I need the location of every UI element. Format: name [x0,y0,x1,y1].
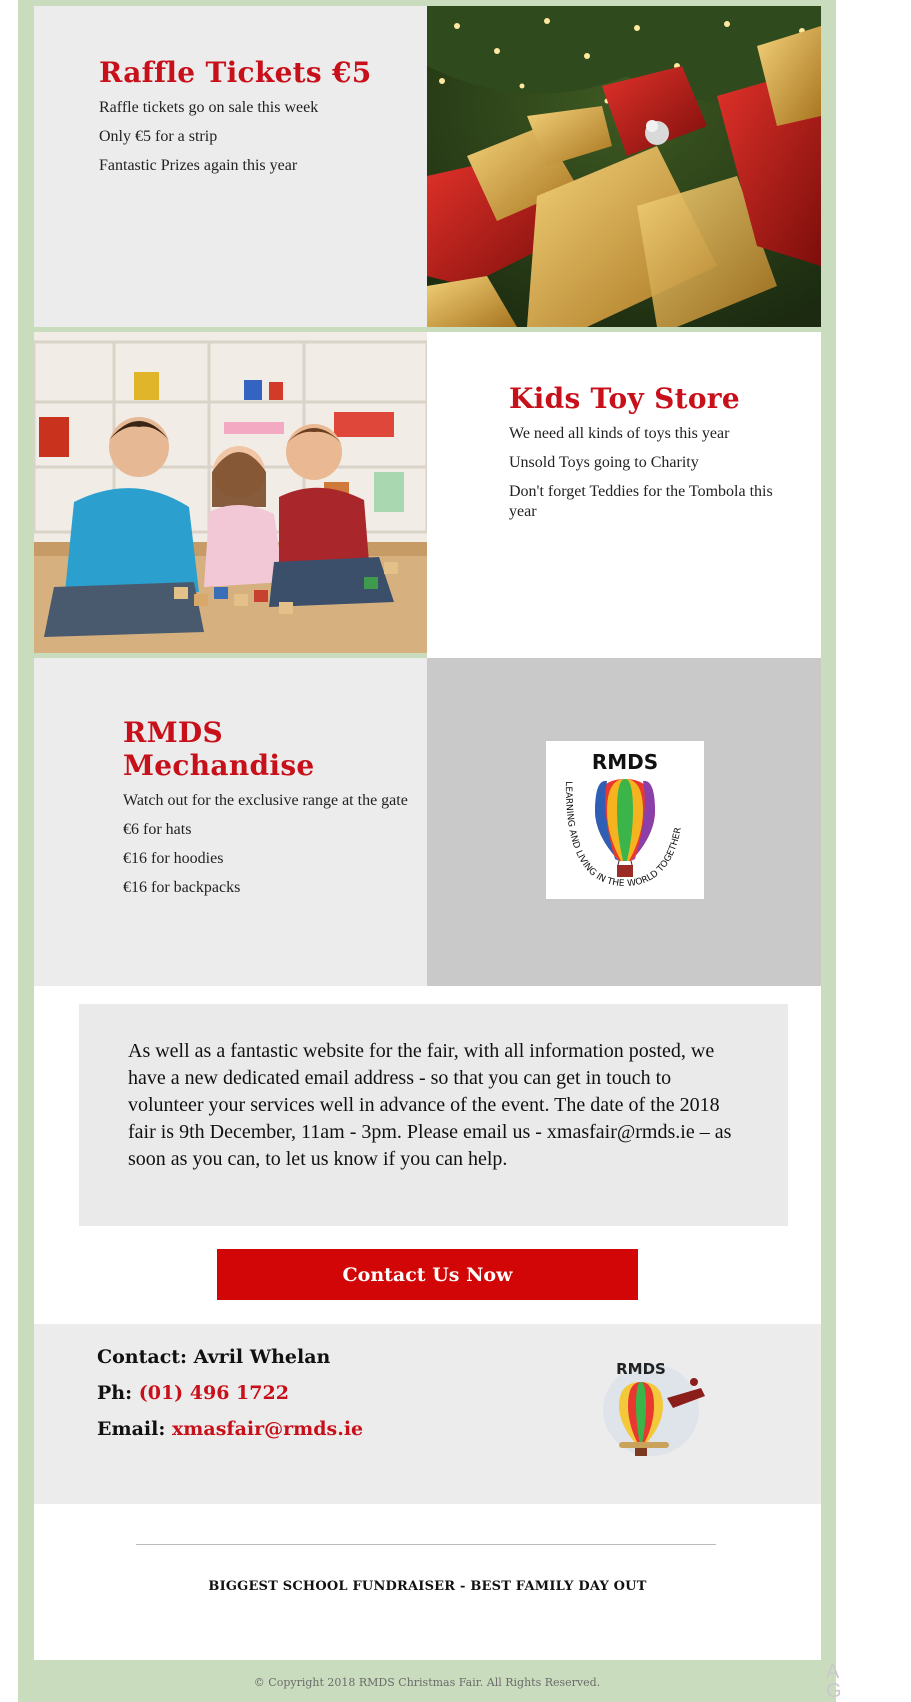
phone-label: Ph: [97,1382,139,1404]
gift-boxes-illustration [427,6,821,327]
contact-us-button[interactable]: Contact Us Now [217,1249,638,1300]
merch-line: €16 for backpacks [123,879,241,896]
toys-text-panel [427,332,821,658]
contact-phone-row [97,1382,289,1404]
merch-title: RMDS Mechandise [123,716,315,782]
balloon-logo-icon [546,741,704,899]
email-label: Email: [97,1418,172,1440]
toys-line: Unsold Toys going to Charity [509,454,699,471]
toys-line: Don't forget Teddies for the Tombola this year [509,483,773,520]
rmds-christmas-logo [589,1352,714,1464]
christmas-balloon-logo-icon [589,1352,714,1464]
raffle-line: Fantastic Prizes again this year [99,157,298,174]
rmds-logo [546,741,704,899]
raffle-title: Raffle Tickets €5 [99,56,372,89]
raffle-line: Raffle tickets go on sale this week [99,99,319,116]
footer-section [34,1504,821,1660]
contact-name: Contact: Avril Whelan [97,1346,331,1368]
raffle-section [34,6,821,327]
merch-line: €16 for hoodies [123,850,224,867]
toys-section [34,332,821,653]
merch-line: €6 for hats [123,821,192,838]
kids-playing-image [34,332,427,653]
email-link[interactable]: xmasfair@rmds.ie [171,1418,364,1440]
info-box [79,1004,788,1226]
toys-line: We need all kinds of toys this year [509,425,730,442]
rmds-logo-panel [427,658,821,986]
kids-playing-illustration [34,332,427,653]
contact-section [34,1324,821,1504]
logo-name: RMDS [591,750,659,774]
corner-watermark-text: A G [826,1661,842,1702]
footer-tagline: BIGGEST SCHOOL FUNDRAISER - BEST FAMILY DAY OUT [208,1579,647,1594]
raffle-text-panel [34,6,427,327]
merch-section [34,658,821,986]
raffle-line: Only €5 for a strip [99,128,218,145]
contact-email-row [97,1418,363,1440]
logo2-name: RMDS [616,1360,666,1378]
copyright-text: © Copyright 2018 RMDS Christmas Fair. All Rights Reserved. [253,1676,601,1689]
phone-link[interactable]: (01) 496 1722 [138,1382,289,1404]
merch-line: Watch out for the exclusive range at the gate [123,792,408,809]
info-section [34,986,821,1324]
footer-divider [136,1544,716,1545]
info-text: As well as a fantastic website for the fair, with all information posted, we have a new dedicated email address - so that you can get in touch to volunteer your services well in advance of the event. The date of the 2018 fair is 9th December, 11am - 3pm. Please email us - xmasfair@rmds.ie – as soon as you can, to let us know if you can help. [128,1040,732,1170]
logo-motto: LEARNING AND LIVING IN THE WORLD TOGETHER [562,781,684,890]
toys-title: Kids Toy Store [509,382,740,415]
merch-text-panel [34,658,427,986]
gift-boxes-image [427,6,821,327]
